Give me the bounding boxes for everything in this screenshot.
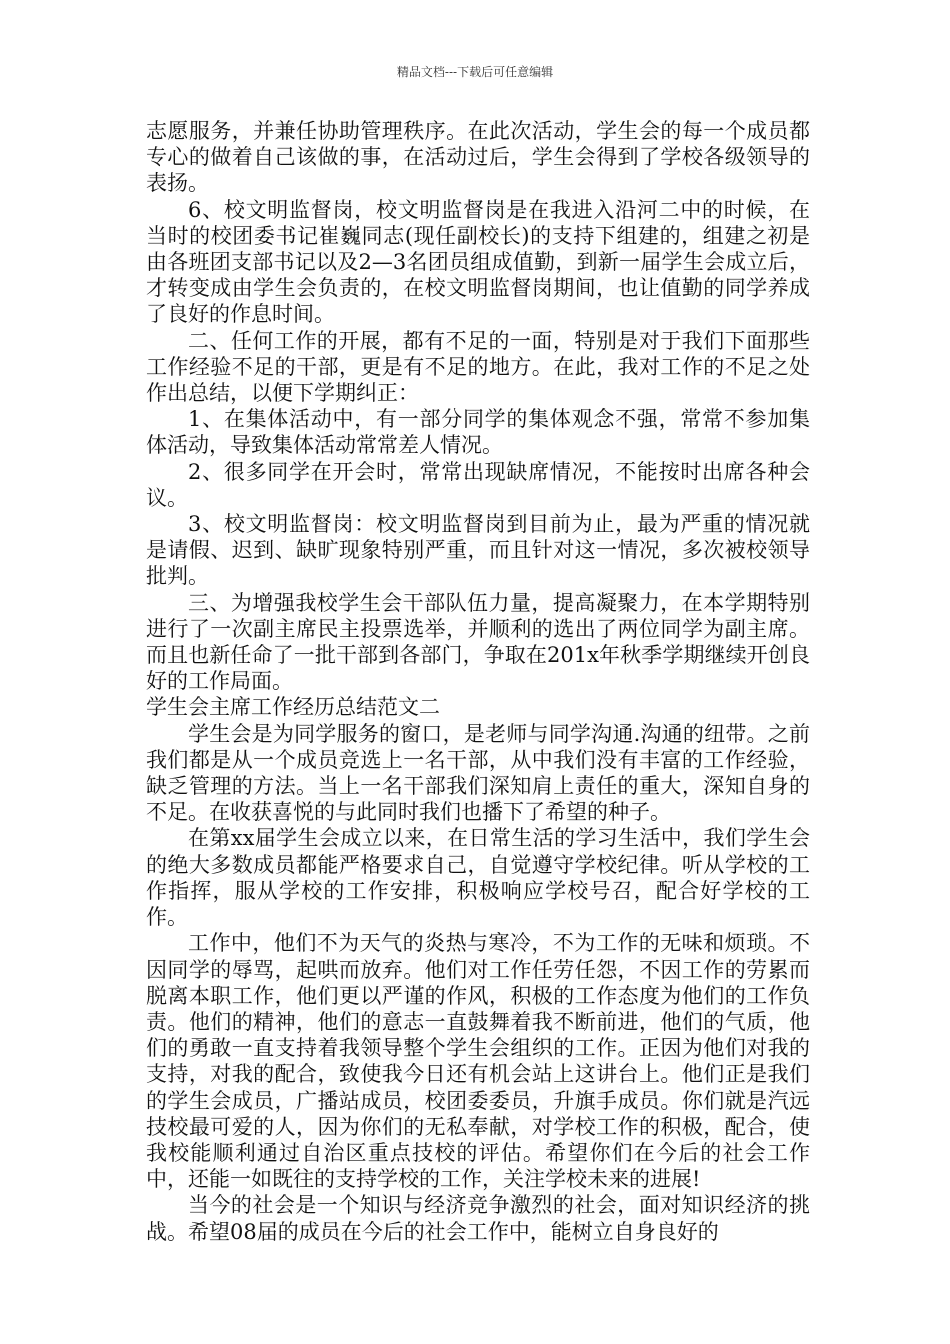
paragraph-9: 在第xx届学生会成立以来，在日常生活的学习生活中，我们学生会的绝大多数成员都能严格要求自己，自觉遵守学校纪律。听从学校的工作指挥，服从学校的工作安排，积极响应学校号召，配合好学校的工作。 [146,826,810,930]
paragraph-5: 2、很多同学在开会时，常常出现缺席情况，不能按时出席各种会议。 [146,459,810,510]
paragraph-1: 志愿服务，并兼任协助管理秩序。在此次活动，学生会的每一个成员都专心的做着自己该做的事，在活动过后，学生会得到了学校各级领导的表扬。 [146,119,810,196]
paragraph-3: 二、任何工作的开展，都有不足的一面，特别是对于我们下面那些工作经验不足的干部，更是有不足的地方。在此，我对工作的不足之处作出总结，以便下学期纠正： [146,328,810,406]
document-body [146,118,810,1245]
paragraph-6: 3、校文明监督岗：校文明监督岗到目前为止，最为严重的情况就是请假、迟到、缺旷现象特别严重，而且针对这一情况，多次被校领导批判。 [146,512,810,589]
section-heading: 学生会主席工作经历总结范文二 [146,695,440,720]
paragraph-11: 当今的社会是一个知识与经济竞争激烈的社会，面对知识经济的挑战。希望08届的成员在今后的社会工作中，能树立自身良好的 [146,1193,810,1244]
page-header: 精品文档---下载后可任意编辑 [396,65,554,79]
paragraph-2: 6、校文明监督岗，校文明监督岗是在我进入沿河二中的时候，在当时的校团委书记崔巍同志(现任副校长)的支持下组建的，组建之初是由各班团支部书记以及2—3名团员组成值勤，到新一届学生会成立后，才转变成由学生会负责的，在校文明监督岗期间，也让值勤的同学养成了良好的作息时间。 [146,197,810,327]
paragraph-7: 三、为增强我校学生会干部队伍力量，提高凝聚力，在本学期特别进行了一次副主席民主投票选举，并顺利的选出了两位同学为副主席。而且也新任命了一批干部到各部门，争取在201x年秋季学期继续开创良好的工作局面。 [146,590,810,694]
paragraph-10: 工作中，他们不为天气的炎热与寒冷，不为工作的无味和烦琐。不因同学的辱骂，起哄而放弃。他们对工作任劳任怨，不因工作的劳累而脱离本职工作，他们更以严谨的作风，积极的工作态度为他们的工作负责。他们的精神，他们的意志一直鼓舞着我不断前进，他们的气质，他们的勇敢一直支持着我领导整个学生会组织的工作。正因为他们对我的支持，对我的配合，致使我今日还有机会站上这讲台上。他们正是我们的学生会成员，广播站成员，校团委委员，升旗手成员。你们就是汽远技校最可爱的人，因为你们的无私奉献，对学校工作的积极，配合，使我校能顺利通过自治区重点技校的评估。希望你们在今后的社会工作中，还能一如既往的支持学校的工作，关注学校未来的进展! [146,931,810,1192]
paragraph-4: 1、在集体活动中，有一部分同学的集体观念不强，常常不参加集体活动，导致集体活动常常差人情况。 [146,407,810,458]
paragraph-8: 学生会是为同学服务的窗口，是老师与同学沟通.沟通的纽带。之前我们都是从一个成员竞选上一名干部，从中我们没有丰富的工作经验，缺乏管理的方法。当上一名干部我们深知肩上责任的重大，深知自身的不足。在收获喜悦的与此同时我们也播下了希望的种子。 [146,721,810,825]
